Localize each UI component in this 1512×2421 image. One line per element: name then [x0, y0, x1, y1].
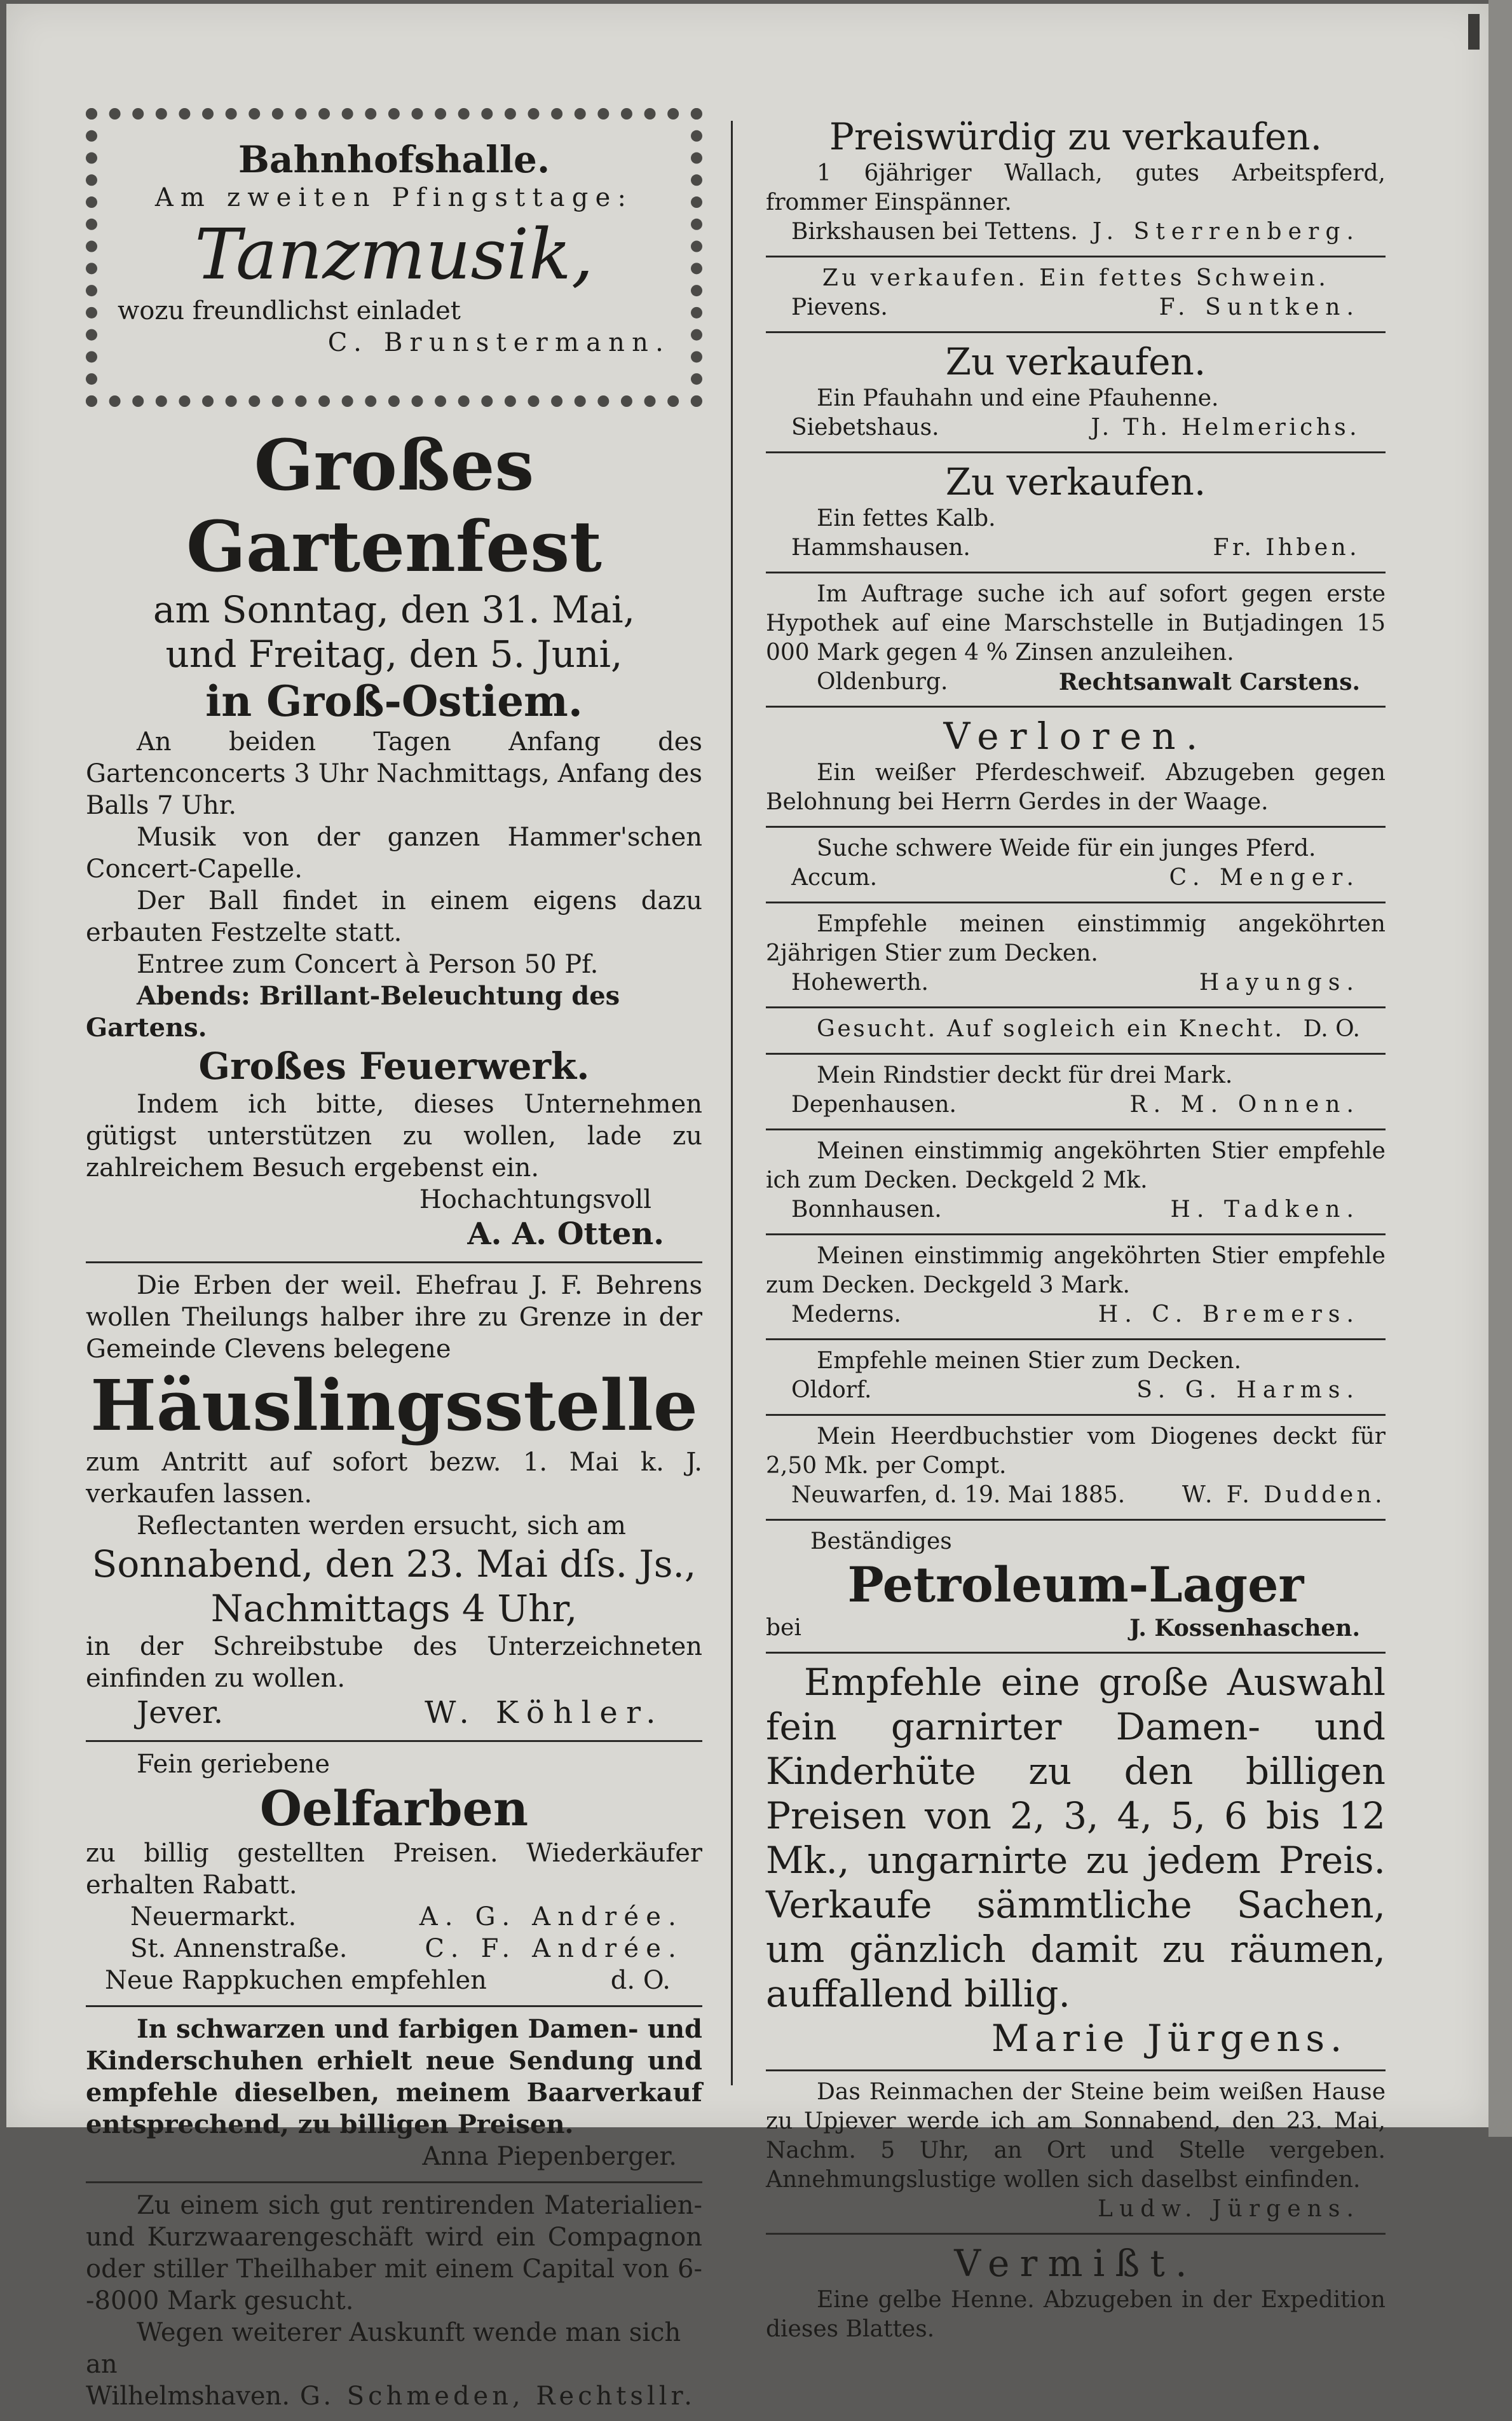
ad-signer: W. F. Dudden. — [1182, 1482, 1386, 1508]
oelfarben-ad — [86, 1742, 702, 2007]
ad-text: Die Erben der weil. Ehefrau J. F. Behrens wollen Theilungs halber ihre zu Grenze in der Gemeinde Clevens belegene — [86, 1271, 702, 1364]
ad-place: Hohewerth. — [791, 970, 929, 996]
ad-place: Depenhausen. — [791, 1092, 957, 1118]
gartenfest-ad — [86, 418, 702, 1263]
page-edge — [1488, 0, 1512, 2137]
ad-text: in der Schreibstube des Unterzeichneten einfinden zu wollen. — [86, 1632, 702, 1693]
ad-text: Meinen einstimmig angeköhrten Stier empfehle zum Decken. Deckgeld 3 Mark. — [766, 1243, 1386, 1298]
ad-intro: Beständiges — [810, 1528, 952, 1554]
heerdbuch-ad — [766, 1416, 1386, 1521]
ad-signer: Ludw. Jürgens. — [1098, 2196, 1360, 2222]
weide-ad — [766, 828, 1386, 903]
column-divider — [731, 121, 733, 2085]
ad-title: Zu verkaufen. — [945, 460, 1206, 504]
ad-text: An beiden Tagen Anfang des Gartenconcerts 3 Uhr Nachmittags, Anfang des Balls 7 Uhr. — [86, 727, 702, 820]
ad-place: Accum. — [791, 865, 878, 891]
ad-signer: J. Th. Helmerichs. — [1091, 415, 1360, 441]
ad-text: Entree zum Concert à Person 50 Pf. — [137, 950, 599, 979]
ad-signer: J. Kossenhaschen. — [1129, 1615, 1360, 1642]
ad-subheadline: Großes Feuerwerk. — [198, 1045, 590, 1088]
ad-text: Mein Rindstier deckt für drei Mark. — [817, 1062, 1233, 1088]
kalb-ad — [766, 453, 1386, 573]
ad-place: Bonnhausen. — [791, 1197, 942, 1223]
ad-signer: R. M. Onnen. — [1129, 1092, 1360, 1118]
ad-bei: bei — [766, 1615, 801, 1641]
hypothek-ad — [766, 573, 1386, 708]
ad-signer: C. Menger. — [1169, 865, 1360, 891]
ad-place: Wilhelmshaven. — [86, 2382, 290, 2411]
ad-place: Oldorf. — [791, 1377, 872, 1403]
ad-text: Eine gelbe Henne. Abzugeben in der Expedition dieses Blattes. — [766, 2287, 1386, 2342]
ad-text: Ein fettes Kalb. — [817, 505, 996, 532]
ad-place: Jever. — [137, 1695, 224, 1731]
ad-text: Abends: Brillant-Beleuchtung des Gartens. — [86, 981, 620, 1043]
ad-text: Zu verkaufen. Ein fettes Schwein. — [822, 265, 1330, 291]
ad-date: und Freitag, den 5. Juni, — [165, 633, 623, 676]
ad-signer: Anna Piepenberger. — [422, 2142, 677, 2171]
ad-title: Bahnhofshalle. — [238, 138, 550, 181]
ad-signer: G. Schmeden, Rechtsllr. — [299, 2382, 696, 2411]
ad-text: In schwarzen und farbigen Damen- und Kinderschuhen erhielt neue Sendung und empfehle dieselben, meinem Baarverkauf entsprechend, zu billigen Preisen. — [86, 2014, 702, 2139]
ad-title: Preiswürdig zu verkaufen. — [829, 115, 1323, 158]
ad-signer: F. Suntken. — [1159, 294, 1360, 320]
ad-place: Oldenburg. — [817, 669, 948, 695]
ad-signer: H. C. Bremers. — [1098, 1301, 1360, 1327]
row-place: Neuermarkt. — [130, 1902, 297, 1931]
ad-signer: Rechtsanwalt Carstens. — [1058, 669, 1360, 696]
ad-text: 1 6jähriger Wallach, gutes Arbeitspferd, frommer Einspänner. — [766, 160, 1386, 216]
ad-signer: Fr. Ihben. — [1213, 535, 1360, 561]
ad-intro: Fein geriebene — [137, 1750, 330, 1779]
haeuslingsstelle-ad — [86, 1263, 702, 1742]
ad-signer: W. Köhler. — [425, 1695, 664, 1731]
ad-text: Ein weißer Pferdeschweif. Abzugeben gegen Belohnung bei Herrn Gerdes in der Waage. — [766, 760, 1386, 815]
verloren-ad — [766, 708, 1386, 828]
vermisst-ad — [766, 2235, 1386, 2353]
ad-text: Empfehle eine große Auswahl fein garnirter Damen- und Kinderhüte zu den billigen Preisen von 2, 3, 4, 5, 6 bis 12 Mk., ungarnirte zu jedem Preis. Verkaufe sämmtliche Sachen, um gänzlich damit zu räumen, auffallend billig. — [766, 1661, 1386, 2015]
scan-mark — [1468, 14, 1480, 50]
ad-title: Zu verkaufen. — [945, 340, 1206, 383]
ad-date: Sonnabend, den 23. Mai dſs. Js., — [92, 1542, 697, 1586]
ad-headline: Petroleum-Lager — [847, 1556, 1304, 1613]
ad-text: Suche schwere Weide für ein junges Pferd. — [817, 835, 1316, 861]
stier-tadken-ad — [766, 1130, 1386, 1235]
row-name: A. G. Andrée. — [419, 1902, 683, 1931]
schwein-ad — [766, 257, 1386, 333]
ad-date: am Sonntag, den 31. Mai, — [153, 588, 636, 631]
ad-text: Musik von der ganzen Hammer'schen Concert-Capelle. — [86, 823, 702, 884]
ad-text: Gesucht. Auf sogleich ein Knecht. — [817, 1016, 1284, 1042]
steine-ad — [766, 2071, 1386, 2235]
ad-place: Pievens. — [791, 294, 888, 320]
ad-title: Vermißt. — [954, 2242, 1197, 2285]
ad-place: Hammshausen. — [791, 535, 971, 561]
ad-headline: Tanzmusik, — [194, 214, 594, 295]
ad-signer: C. Brunstermann. — [327, 328, 671, 357]
ad-text: Empfehle meinen einstimmig angeköhrten 2jährigen Stier zum Decken. — [766, 911, 1386, 966]
ad-signer: D. O. — [1303, 1016, 1360, 1042]
ad-headline: Oelfarben — [259, 1780, 529, 1837]
ad-text: Wegen weiterer Auskunft wende man sich an — [86, 2318, 681, 2379]
ad-signer: H. Tadken. — [1170, 1197, 1360, 1223]
wallach-ad — [766, 108, 1386, 257]
row-place: Neue Rappkuchen empfehlen — [105, 1966, 487, 1995]
ad-text: Das Reinmachen der Steine beim weißen Hause zu Upjever werde ich am Sonnabend, den 23. Mai, Nachm. 5 Uhr, an Ort und Stelle vergeben. Annehmungslustige wollen sich daselbst einfinden. — [766, 2079, 1386, 2193]
ad-time: Nachmittags 4 Uhr, — [210, 1587, 578, 1630]
ad-place: Siebetshaus. — [791, 415, 939, 441]
huete-ad — [766, 1654, 1386, 2071]
ad-line: wozu freundlichst einladet — [118, 296, 461, 326]
ad-text: Im Auftrage suche ich auf sofort gegen erste Hypothek auf eine Marschstelle in Butjadingen 15 000 Mark gegen 4 % Zinsen anzuleihen. — [766, 581, 1386, 666]
ad-regards: Hochachtungsvoll — [419, 1185, 651, 1214]
ad-signer: Hayungs. — [1199, 970, 1360, 996]
compagnon-ad — [86, 2183, 702, 2421]
ad-text: Der Ball findet in einem eigens dazu erbauten Festzelte statt. — [86, 886, 702, 947]
list-item — [86, 1933, 702, 1965]
right-column — [766, 108, 1386, 2353]
row-name: d. O. — [610, 1966, 671, 1995]
rindstier-ad — [766, 1055, 1386, 1130]
ad-text: Zu einem sich gut rentirenden Materialien- und Kurzwaarengeschäft wird ein Compagnon oder stiller Theilhaber mit einem Capital von 6--8000 Mark gesucht. — [86, 2191, 702, 2315]
ad-place: in Groß-Ostiem. — [205, 676, 583, 726]
pfau-ad — [766, 333, 1386, 453]
ad-signer: Marie Jürgens. — [991, 2017, 1347, 2060]
left-column — [86, 108, 702, 2421]
stier-ad — [766, 903, 1386, 1008]
ad-text: Empfehle meinen Stier zum Decken. — [817, 1348, 1242, 1374]
ad-headline: Großes Gartenfest — [186, 424, 602, 587]
ad-text: Mein Heerdbuchstier vom Diogenes deckt für 2,50 Mk. per Compt. — [766, 1423, 1386, 1479]
ad-line: Am zweiten Pfingsttage: — [154, 183, 634, 212]
list-item — [86, 1901, 702, 1933]
petroleum-ad — [766, 1521, 1386, 1654]
ad-signer: S. G. Harms. — [1136, 1377, 1360, 1403]
stier-bremers-ad — [766, 1235, 1386, 1340]
ad-text: zu billig gestellten Preisen. Wiederkäufer erhalten Rabatt. — [86, 1839, 702, 1900]
row-place: St. Annenstraße. — [130, 1934, 348, 1963]
schuhe-ad — [86, 2007, 702, 2183]
ad-place: Mederns. — [791, 1301, 901, 1327]
ad-headline: Häuslingsstelle — [90, 1364, 698, 1446]
ad-signer: A. A. Otten. — [467, 1216, 664, 1252]
ad-place: Neuwarfen, d. 19. Mai 1885. — [791, 1482, 1126, 1508]
ad-text: Meinen einstimmig angeköhrten Stier empfehle ich zum Decken. Deckgeld 2 Mk. — [766, 1138, 1386, 1193]
stier-harms-ad — [766, 1340, 1386, 1416]
ad-text: Reflectanten werden ersucht, sich am — [137, 1511, 626, 1540]
ad-text: zum Antritt auf sofort bezw. 1. Mai k. J. verkaufen lassen. — [86, 1448, 702, 1509]
row-name: C. F. Andrée. — [425, 1934, 683, 1963]
ad-title: Verloren. — [943, 715, 1208, 758]
list-item — [86, 1965, 702, 1996]
bahnhofshalle-ad — [86, 108, 702, 407]
ad-signer: J. Sterrenberg. — [1092, 219, 1360, 245]
knecht-ad — [766, 1008, 1386, 1055]
ad-text: Ein Pfauhahn und eine Pfauhenne. — [817, 385, 1219, 411]
ad-place: Birkshausen bei Tettens. — [791, 219, 1078, 245]
ad-text: Indem ich bitte, dieses Unternehmen gütigst unterstützen zu wollen, lade zu zahlreichem Besuch ergebenst ein. — [86, 1090, 702, 1183]
